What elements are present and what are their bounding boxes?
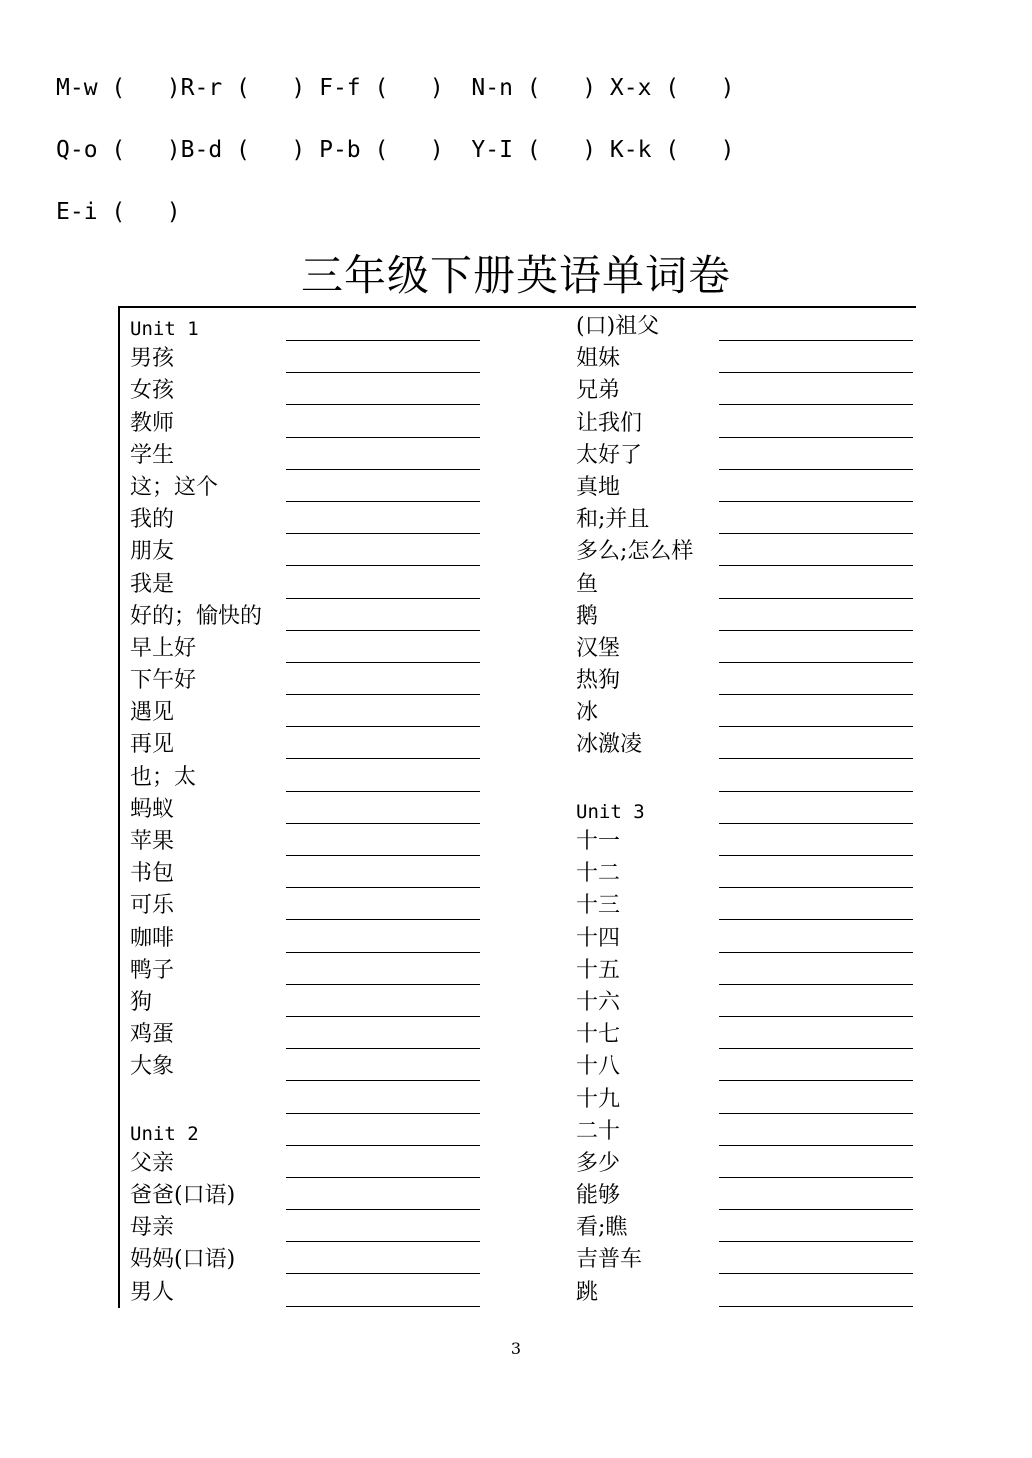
letter-pair-line-3: E-i ( ) — [56, 199, 181, 225]
chinese-word: 姐妹 — [576, 346, 621, 372]
answer-blank-line[interactable] — [719, 1113, 913, 1114]
chinese-word: 汉堡 — [576, 635, 621, 661]
answer-blank-line[interactable] — [286, 855, 480, 856]
chinese-word: 真地 — [576, 474, 621, 500]
chinese-word: 十二 — [576, 861, 621, 887]
answer-blank-line[interactable] — [286, 1080, 480, 1081]
answer-blank-line[interactable] — [286, 340, 480, 341]
unit-heading: Unit 2 — [130, 1122, 199, 1145]
answer-blank-line[interactable] — [286, 533, 480, 534]
chinese-word: 跳 — [576, 1279, 599, 1305]
chinese-word: 蚂蚁 — [130, 796, 175, 822]
answer-blank-line[interactable] — [286, 404, 480, 405]
chinese-word: 咖啡 — [130, 925, 175, 951]
chinese-word: 多少 — [576, 1150, 621, 1176]
worksheet-title: 三年级下册英语单词卷 — [300, 251, 731, 300]
answer-blank-line[interactable] — [286, 662, 480, 663]
answer-blank-line[interactable] — [286, 469, 480, 470]
chinese-word: 父亲 — [130, 1150, 175, 1176]
answer-blank-line[interactable] — [719, 855, 913, 856]
answer-blank-line[interactable] — [719, 565, 913, 566]
chinese-word: 苹果 — [130, 829, 175, 854]
chinese-word: 太好了 — [576, 442, 643, 468]
answer-blank-line[interactable] — [719, 791, 913, 792]
answer-blank-line[interactable] — [286, 437, 480, 438]
answer-blank-line[interactable] — [719, 469, 913, 470]
answer-blank-line[interactable] — [719, 1145, 913, 1146]
chinese-word: 学生 — [130, 442, 175, 468]
answer-blank-line[interactable] — [719, 1048, 913, 1049]
answer-blank-line[interactable] — [286, 887, 480, 888]
chinese-word: 妈妈(口语) — [130, 1247, 236, 1273]
chinese-word: 鸭子 — [130, 957, 175, 983]
answer-blank-line[interactable] — [286, 630, 480, 631]
vocabulary-sheet — [118, 306, 916, 1308]
chinese-word: 看;瞧 — [576, 1215, 628, 1241]
answer-blank-line[interactable] — [719, 501, 913, 502]
answer-blank-line[interactable] — [286, 758, 480, 759]
chinese-word: 母亲 — [130, 1215, 175, 1241]
answer-blank-line[interactable] — [286, 984, 480, 985]
chinese-word: 十三 — [576, 893, 621, 919]
answer-blank-line[interactable] — [719, 630, 913, 631]
chinese-word: 早上好 — [130, 635, 197, 661]
answer-blank-line[interactable] — [286, 1177, 480, 1178]
answer-blank-line[interactable] — [286, 1145, 480, 1146]
page-number: 3 — [510, 1339, 522, 1358]
answer-blank-line[interactable] — [286, 501, 480, 502]
chinese-word: 我的 — [130, 507, 175, 533]
chinese-word: 这；这个 — [130, 474, 219, 500]
answer-blank-line[interactable] — [286, 694, 480, 695]
answer-blank-line[interactable] — [719, 404, 913, 405]
chinese-word: 吉普车 — [576, 1247, 643, 1273]
chinese-word: 兄弟 — [576, 378, 621, 404]
letter-pair-line-1: M-w ( )R-r ( ) F-f ( ) N-n ( ) X-x ( ) — [56, 75, 735, 101]
answer-blank-line[interactable] — [719, 887, 913, 888]
chinese-word: 爸爸(口语) — [130, 1183, 236, 1209]
answer-blank-line[interactable] — [719, 758, 913, 759]
answer-blank-line[interactable] — [719, 984, 913, 985]
answer-blank-line[interactable] — [719, 1080, 913, 1081]
chinese-word: 让我们 — [576, 410, 643, 436]
chinese-word: 好的；愉快的 — [130, 603, 263, 629]
answer-blank-line[interactable] — [286, 952, 480, 953]
answer-blank-line[interactable] — [286, 565, 480, 566]
chinese-word: 鱼 — [576, 571, 599, 597]
answer-blank-line[interactable] — [719, 662, 913, 663]
answer-blank-line[interactable] — [719, 533, 913, 534]
chinese-word: 十六 — [576, 989, 621, 1015]
answer-blank-line[interactable] — [286, 372, 480, 373]
answer-blank-line[interactable] — [286, 919, 480, 920]
answer-blank-line[interactable] — [286, 1016, 480, 1017]
chinese-word: 鸡蛋 — [130, 1022, 175, 1048]
letter-pair-line-2: Q-o ( )B-d ( ) P-b ( ) Y-I ( ) K-k ( ) — [56, 137, 735, 163]
chinese-word: 热狗 — [576, 668, 621, 694]
chinese-word: (口)祖父 — [576, 314, 660, 339]
answer-blank-line[interactable] — [719, 726, 913, 727]
chinese-word: 可乐 — [130, 893, 175, 919]
answer-blank-line[interactable] — [286, 598, 480, 599]
chinese-word: 十四 — [576, 925, 621, 951]
chinese-word: 男孩 — [130, 346, 175, 372]
answer-blank-line[interactable] — [719, 1016, 913, 1017]
answer-blank-line[interactable] — [719, 952, 913, 953]
chinese-word: 多么;怎么样 — [576, 539, 694, 565]
answer-blank-line[interactable] — [286, 1273, 480, 1274]
answer-blank-line[interactable] — [286, 1113, 480, 1114]
answer-blank-line[interactable] — [286, 823, 480, 824]
answer-blank-line[interactable] — [719, 694, 913, 695]
chinese-word: 能够 — [576, 1183, 621, 1209]
answer-blank-line[interactable] — [719, 1241, 913, 1242]
chinese-word: 和;并且 — [576, 507, 650, 533]
chinese-word: 下午好 — [130, 668, 197, 694]
chinese-word: 十一 — [576, 829, 621, 854]
chinese-word: 狗 — [130, 989, 153, 1015]
answer-blank-line[interactable] — [286, 1048, 480, 1049]
answer-blank-line[interactable] — [719, 1306, 913, 1307]
chinese-word: 十五 — [576, 957, 621, 983]
answer-blank-line[interactable] — [719, 919, 913, 920]
chinese-word: 我是 — [130, 571, 175, 597]
answer-blank-line[interactable] — [719, 437, 913, 438]
answer-blank-line[interactable] — [719, 1177, 913, 1178]
unit-heading: Unit 3 — [576, 800, 645, 823]
answer-blank-line[interactable] — [286, 1306, 480, 1307]
chinese-word: 书包 — [130, 861, 175, 887]
unit-heading: Unit 1 — [130, 318, 199, 340]
answer-blank-line[interactable] — [286, 726, 480, 727]
chinese-word: 冰 — [576, 700, 599, 726]
answer-blank-line[interactable] — [719, 598, 913, 599]
chinese-word: 鹅 — [576, 603, 599, 629]
answer-blank-line[interactable] — [719, 340, 913, 341]
chinese-word: 遇见 — [130, 700, 175, 726]
answer-blank-line[interactable] — [286, 1241, 480, 1242]
chinese-word: 男人 — [130, 1279, 175, 1305]
answer-blank-line[interactable] — [719, 372, 913, 373]
chinese-word: 十八 — [576, 1054, 621, 1080]
chinese-word: 十七 — [576, 1022, 621, 1048]
chinese-word: 二十 — [576, 1118, 621, 1144]
chinese-word: 教师 — [130, 410, 175, 436]
chinese-word: 大象 — [130, 1054, 175, 1080]
chinese-word: 也；太 — [130, 764, 197, 790]
chinese-word: 十九 — [576, 1086, 621, 1112]
answer-blank-line[interactable] — [719, 1209, 913, 1210]
answer-blank-line[interactable] — [719, 1273, 913, 1274]
answer-blank-line[interactable] — [286, 791, 480, 792]
chinese-word: 朋友 — [130, 539, 175, 565]
chinese-word: 冰激凌 — [576, 732, 643, 758]
chinese-word: 女孩 — [130, 378, 175, 404]
answer-blank-line[interactable] — [719, 823, 913, 824]
answer-blank-line[interactable] — [286, 1209, 480, 1210]
chinese-word: 再见 — [130, 732, 175, 758]
